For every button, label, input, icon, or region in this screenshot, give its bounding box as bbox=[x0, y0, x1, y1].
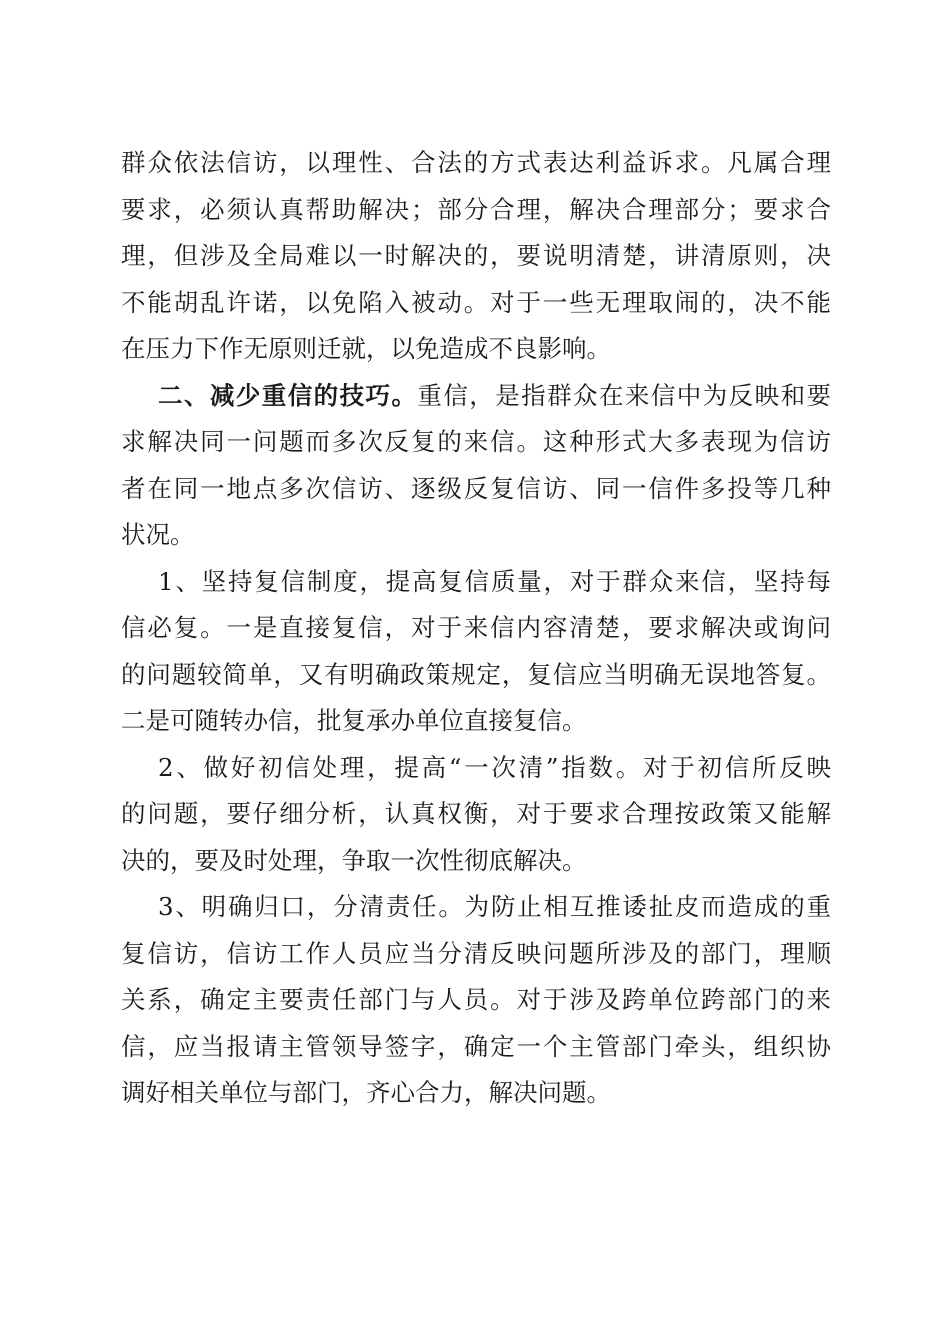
text-line: 3、明确归口，分清责任。为防止相互推诿扯皮而造成的重 bbox=[158, 892, 831, 921]
text-line: 在压力下作无原则迁就，以免造成不良影响。 bbox=[121, 334, 611, 363]
document-page bbox=[121, 140, 831, 1117]
text-span: 重信，是指群众在来信中为反映和要 bbox=[417, 380, 832, 410]
text-line: 复信访，信访工作人员应当分清反映问题所涉及的部门，理顺 bbox=[121, 938, 831, 968]
text-line: 状况。 bbox=[121, 520, 195, 549]
text-line: 信，应当报请主管领导签字，确定一个主管部门牵头，组织协 bbox=[121, 1031, 831, 1061]
text-line: 1、坚持复信制度，提高复信质量，对于群众来信，坚持每 bbox=[158, 566, 831, 596]
text-line: 的问题较简单，又有明确政策规定，复信应当明确无误地答复。 bbox=[121, 659, 831, 689]
paragraph-1 bbox=[121, 140, 831, 373]
section-heading: 二、减少重信的技巧。 bbox=[158, 380, 418, 410]
text-line: 的问题，要仔细分析，认真权衡，对于要求合理按政策又能解 bbox=[121, 799, 831, 828]
text-line bbox=[121, 373, 831, 420]
text-line: 信必复。一是直接复信，对于来信内容清楚，要求解决或询问 bbox=[121, 613, 831, 642]
text-line: 者在同一地点多次信访、逐级反复信访、同一信件多投等几种 bbox=[121, 473, 831, 503]
paragraph-2 bbox=[121, 373, 831, 559]
text-line: 群众依法信访，以理性、合法的方式表达利益诉求。凡属合理 bbox=[121, 148, 831, 177]
paragraph-3 bbox=[121, 559, 831, 745]
text-line: 调好相关单位与部门，齐心合力，解决问题。 bbox=[121, 1078, 611, 1107]
text-line: 要求，必须认真帮助解决；部分合理，解决合理部分；要求合 bbox=[121, 194, 831, 224]
text-line: 关系，确定主要责任部门与人员。对于涉及跨单位跨部门的来 bbox=[121, 985, 831, 1014]
text-line: 理，但涉及全局难以一时解决的，要说明清楚，讲清原则，决 bbox=[121, 241, 831, 270]
text-line: 二是可随转办信，批复承办单位直接复信。 bbox=[121, 706, 587, 735]
text-line: 决的，要及时处理，争取一次性彻底解决。 bbox=[121, 845, 587, 875]
text-line: 不能胡乱许诺，以免陷入被动。对于一些无理取闹的，决不能 bbox=[121, 287, 831, 317]
paragraph-4 bbox=[121, 745, 831, 885]
text-line: 求解决同一问题而多次反复的来信。这种形式大多表现为信访 bbox=[121, 427, 831, 456]
paragraph-5 bbox=[121, 884, 831, 1117]
text-line: 2、做好初信处理，提高“一次清”指数。对于初信所反映 bbox=[158, 752, 831, 782]
